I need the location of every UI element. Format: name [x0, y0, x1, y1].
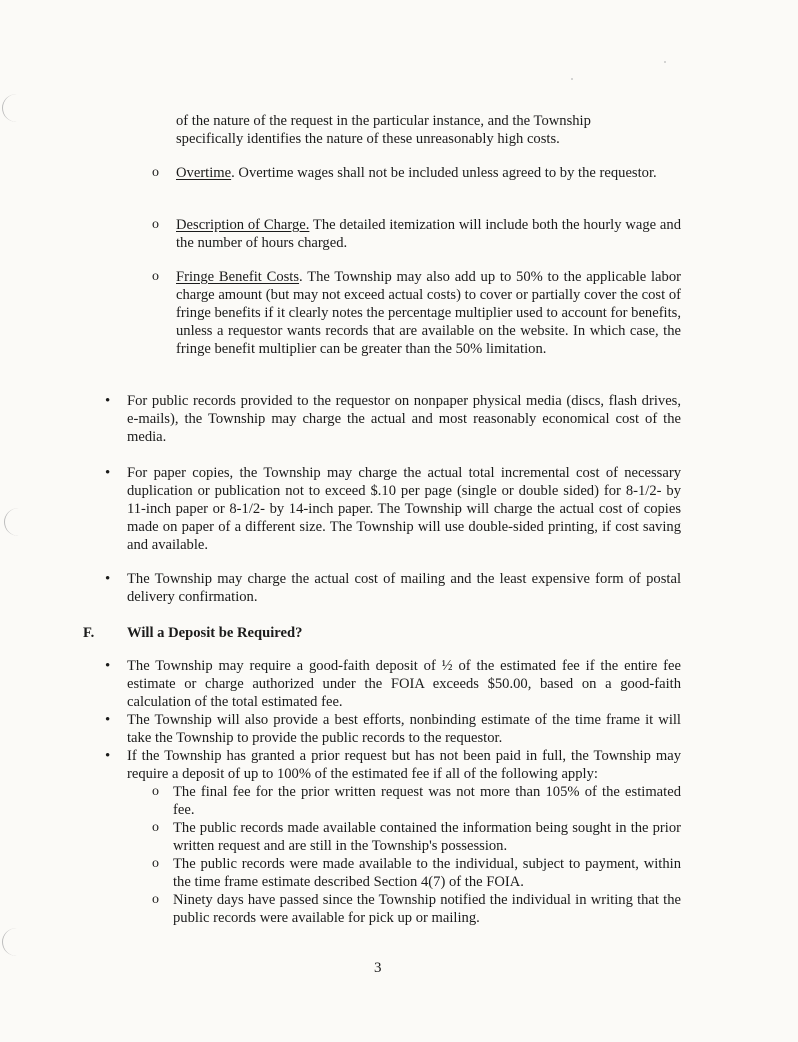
sub-item-final-fee: The final fee for the prior written request was not more than 105% of the estimated fee.	[173, 784, 681, 818]
overtime-title: Overtime	[176, 165, 232, 181]
sub-bullet-marker: o	[152, 856, 159, 871]
sub-bullet-marker: o	[152, 165, 159, 180]
bullet-nonpaper-media: For public records provided to the requestor on nonpaper physical media (discs, flash drives, e-mails), the Township may charge the actual and most reasonably economical cost of the media.	[127, 393, 681, 445]
punch-hole-mark	[4, 508, 33, 536]
bullet-marker: •	[105, 465, 111, 481]
sub-bullet-marker: o	[152, 820, 159, 835]
bullet-good-faith-deposit: The Township may require a good-faith deposit of ½ of the estimated fee if the entire fee estimate or charge authorized under the FOIA exceeds $50.00, based on a good-faith calculation of the total estimated fee.	[127, 658, 681, 710]
bullet-mailing: The Township may charge the actual cost of mailing and the least expensive form of postal delivery confirmation.	[127, 571, 681, 605]
page-number: 3	[374, 960, 382, 976]
fringe-item	[176, 268, 681, 358]
sub-bullet-marker: o	[152, 269, 159, 284]
fringe-title: Fringe Benefit Costs	[176, 269, 300, 285]
sub-bullet-marker: o	[152, 217, 159, 232]
bullet-paper-copies: For paper copies, the Township may charge the actual total incremental cost of necessary duplication or publication not to exceed $.10 per page (single or double sided) for 8-1/2- by 11-inch paper or 8-1/2- by 14-inch paper. The Township will charge the actual cost of copies made on paper of a different size. The Township will use double-sided printing, if cost saving and available.	[127, 465, 681, 553]
intro-line-2: specifically identifies the nature of these unreasonably high costs.	[176, 131, 560, 147]
scan-speck	[571, 78, 573, 80]
intro-line-1: of the nature of the request in the particular instance, and the Township	[176, 113, 591, 129]
bullet-marker: •	[105, 712, 111, 728]
scan-speck	[664, 61, 666, 63]
bullet-marker: •	[105, 658, 111, 674]
bullet-time-estimate: The Township will also provide a best efforts, nonbinding estimate of the time frame it will take the Township to provide the public records to the requestor.	[127, 712, 681, 746]
section-f-letter: F.	[83, 625, 95, 641]
bullet-marker: •	[105, 748, 111, 764]
description-item	[176, 216, 681, 252]
bullet-marker: •	[105, 571, 111, 587]
punch-hole-mark	[2, 94, 31, 122]
bullet-marker: •	[105, 393, 111, 409]
description-title: Description of Charge.	[176, 217, 310, 233]
sub-item-records-available: The public records made available contained the information being sought in the prior written request and are still in the Township's possession.	[173, 820, 681, 854]
fringe-text: . The Township may also add up to 50% to the applicable labor charge amount (but may not exceed actual costs) to cover or partially cover the cost of fringe benefits if it clearly notes the percentage multiplier used to account for benefits, unless a requestor wants records that are available on the website. In which case, the fringe benefit multiplier can be greater than the 50% limitation.	[176, 269, 681, 357]
overtime-item	[176, 164, 681, 182]
sub-item-made-available: The public records were made available to the individual, subject to payment, within the time frame estimate described Section 4(7) of the FOIA.	[173, 856, 681, 890]
punch-hole-mark	[2, 928, 31, 956]
sub-bullet-marker: o	[152, 784, 159, 799]
bullet-prior-request: If the Township has granted a prior request but has not been paid in full, the Township may require a deposit of up to 100% of the estimated fee if all of the following apply:	[127, 748, 681, 782]
sub-item-ninety-days: Ninety days have passed since the Township notified the individual in writing that the public records were available for pick up or mailing.	[173, 892, 681, 926]
sub-bullet-marker: o	[152, 892, 159, 907]
description-text: The detailed itemization will include both the hourly wage and the number of hours charged.	[176, 217, 681, 251]
overtime-text: . Overtime wages shall not be included unless agreed to by the requestor.	[231, 165, 657, 181]
section-f-heading: Will a Deposit be Required?	[127, 625, 303, 641]
